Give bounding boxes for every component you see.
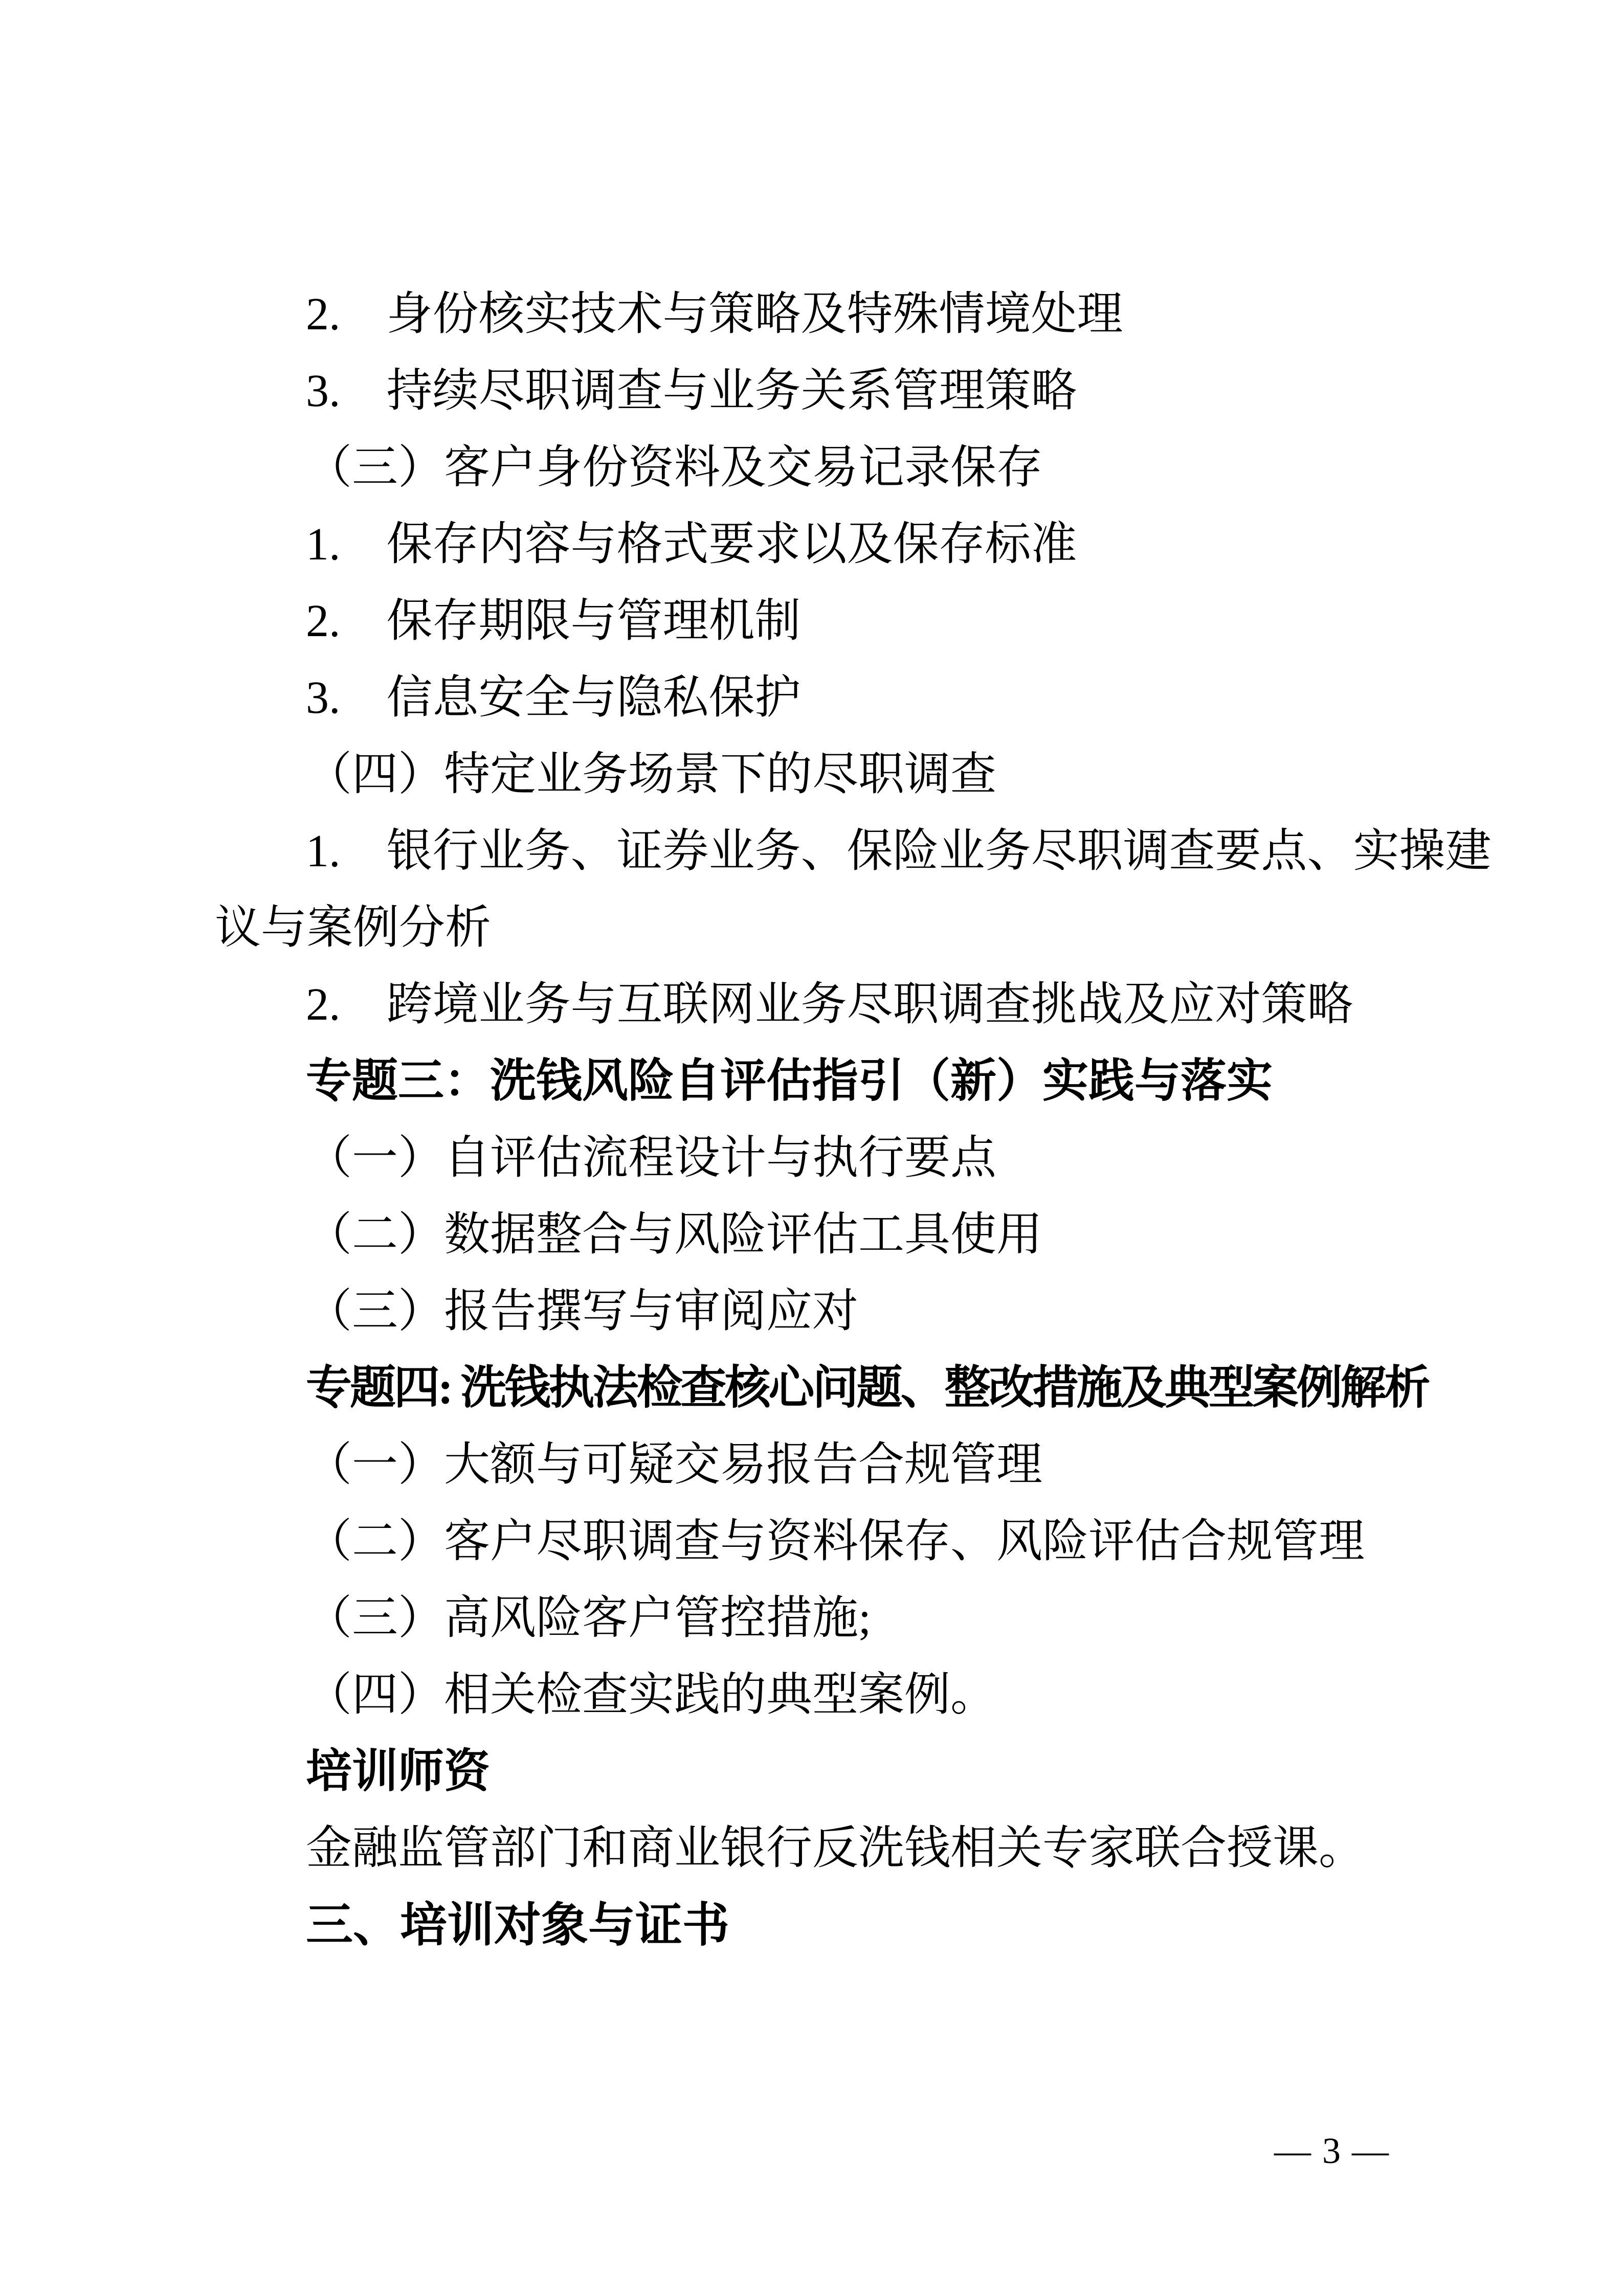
document-body: [215, 276, 1492, 1964]
outline-item: 1. 保存内容与格式要求以及保存标准: [306, 519, 1077, 570]
outline-item: 3. 持续尽职调查与业务关系管理策略: [306, 366, 1077, 416]
topic-heading-4: 专题四: 洗钱执法检查核心问题、整改措施及典型案例解析: [306, 1363, 1429, 1413]
outline-subsection-heading: （一）大额与可疑交易报告合规管理: [306, 1439, 1042, 1490]
topic-heading-3: 专题三：洗钱风险自评估指引（新）实践与落实: [306, 1056, 1273, 1107]
outline-subsection-heading: （二）客户尽职调查与资料保存、风险评估合规管理: [306, 1516, 1365, 1567]
outline-item-continuation: 议与案例分析: [215, 903, 491, 953]
section-heading-audience-certificate: 三、培训对象与证书: [306, 1899, 730, 1951]
outline-subsection-heading: （一）自评估流程设计与执行要点: [306, 1133, 996, 1183]
outline-subsection-heading: （二）数据整合与风险评估工具使用: [306, 1209, 1042, 1260]
outline-item: 2. 保存期限与管理机制: [306, 596, 801, 646]
outline-subsection-heading: （四）特定业务场景下的尽职调查: [306, 749, 996, 800]
page-number: — 3 —: [1274, 2130, 1390, 2171]
outline-subsection-heading: （三）客户身份资料及交易记录保存: [306, 442, 1042, 493]
outline-subsection-heading: （三）报告撰写与审阅应对: [306, 1286, 858, 1337]
outline-item: 1. 银行业务、证券业务、保险业务尽职调查要点、实操建: [306, 826, 1492, 876]
section-heading-trainers: 培训师资: [306, 1746, 490, 1797]
outline-item: 2. 身份核实技术与策略及特殊情境处理: [306, 289, 1123, 340]
outline-subsection-heading: （四）相关检查实践的典型案例。: [306, 1670, 996, 1720]
outline-item: 3. 信息安全与隐私保护: [306, 672, 801, 723]
outline-item: 2. 跨境业务与互联网业务尽职调查挑战及应对策略: [306, 979, 1353, 1030]
paragraph-text: 金融监管部门和商业银行反洗钱相关专家联合授课。: [306, 1823, 1365, 1874]
outline-subsection-heading: （三）高风险客户管控措施;: [306, 1593, 872, 1644]
